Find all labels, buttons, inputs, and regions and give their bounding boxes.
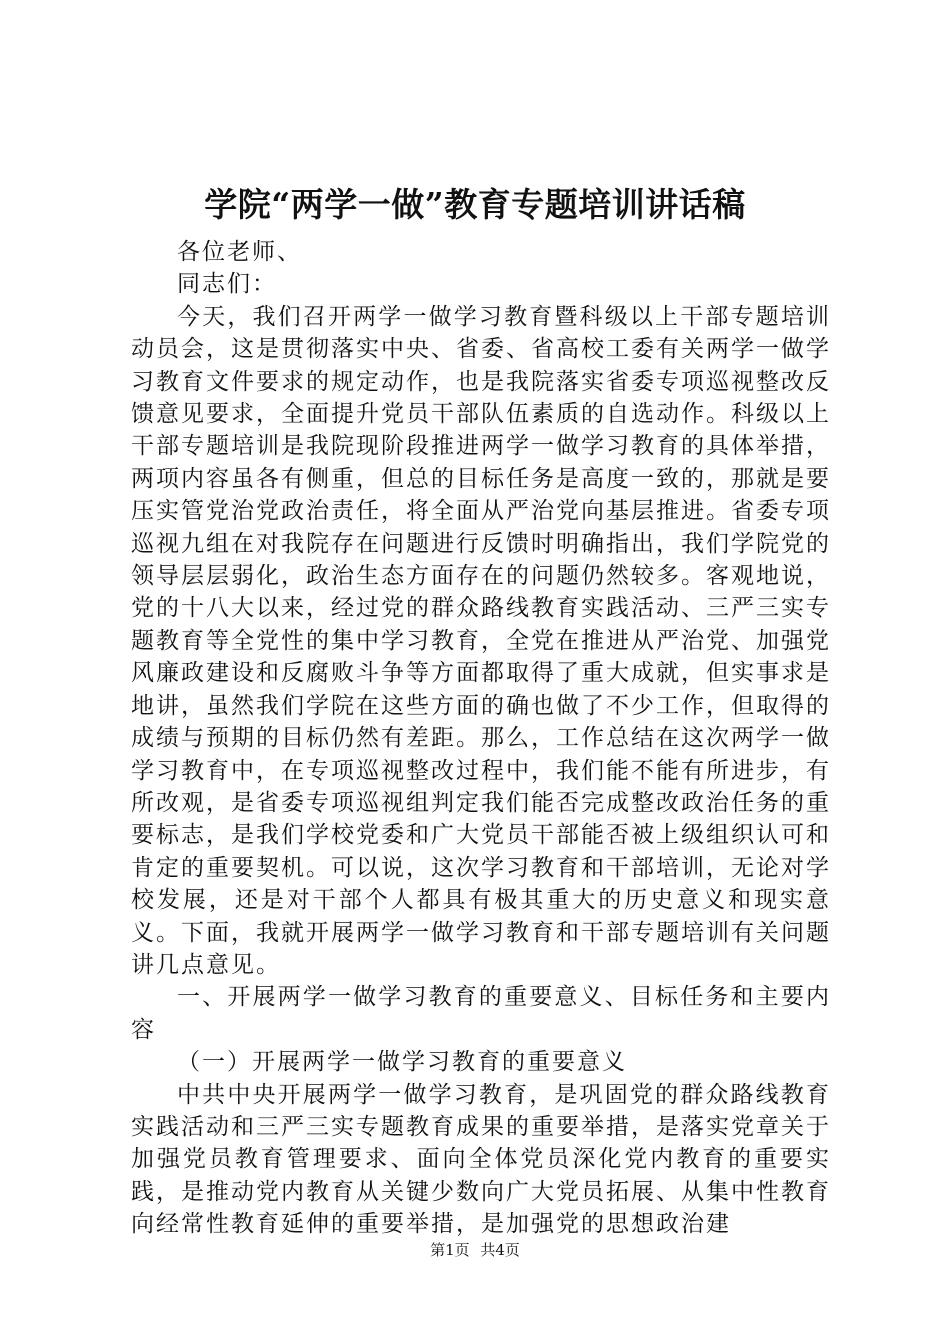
page-number: 第1页 — [430, 1241, 470, 1259]
salutation-line-2: 同志们： — [177, 271, 277, 298]
document-title: 学院“两学一做”教育专题培训讲话稿 — [204, 185, 746, 224]
subsection-heading: （一）开展两学一做学习教育的重要意义 — [177, 1049, 627, 1076]
salutation-line-1: 各位老师、 — [177, 239, 302, 265]
page-total: 共4页 — [480, 1241, 520, 1259]
section-heading: 一、开展两学一做学习教育的重要意义、目标任务和主要内容 — [131, 984, 831, 1043]
body-paragraph: 中共中央开展两学一做学习教育，是巩固党的群众路线教育实践活动和三严三实专题教育成果的重要举措，是落实党章关于加强党员教育管理要求、面向全体党员深化党内教育的重要实践，是推动党内教育从关键少数向广大党员拓展、从集中性教育向经常性教育延伸的重要举措，是加强党的思想政治建 — [131, 1081, 831, 1238]
page-footer — [0, 1240, 950, 1260]
document-body — [131, 236, 831, 1241]
body-paragraph: 今天，我们召开两学一做学习教育暨科级以上干部专题培训动员会，这是贯彻落实中央、省委、省高校工委有关两学一做学习教育文件要求的规定动作，也是我院落实省委专项巡视整改反馈意见要求，全面提升党员干部队伍素质的自选动作。科级以上干部专题培训是我院现阶段推进两学一做学习教育的具体举措，两项内容虽各有侧重，但总的目标任务是高度一致的，那就是要压实管党治党政治责任，将全面从严治党向基层推进。省委专项巡视九组在对我院存在问题进行反馈时明确指出，我们学院党的领导层层弱化，政治生态方面存在的问题仍然较多。客观地说，党的十八大以来，经过党的群众路线教育实践活动、三严三实专题教育等全党性的集中学习教育，全党在推进从严治党、加强党风廉政建设和反腐败斗争等方面都取得了重大成就，但实事求是地讲，虽然我们学院在这些方面的确也做了不少工作，但取得的成绩与预期的目标仍然有差距。那么，工作总结在这次两学一做学习教育中，在专项巡视整改过程中，我们能不能有所进步，有所改观，是省委专项巡视组判定我们能否完成整改政治任务的重要标志，是我们学校党委和广大党员干部能否被上级组织认可和肯定的重要契机。可以说，这次学习教育和干部培训，无论对学校发展，还是对干部个人都具有极其重大的历史意义和现实意义。下面，我就开展两学一做学习教育和干部专题培训有关问题讲几点意见。 — [131, 303, 831, 978]
